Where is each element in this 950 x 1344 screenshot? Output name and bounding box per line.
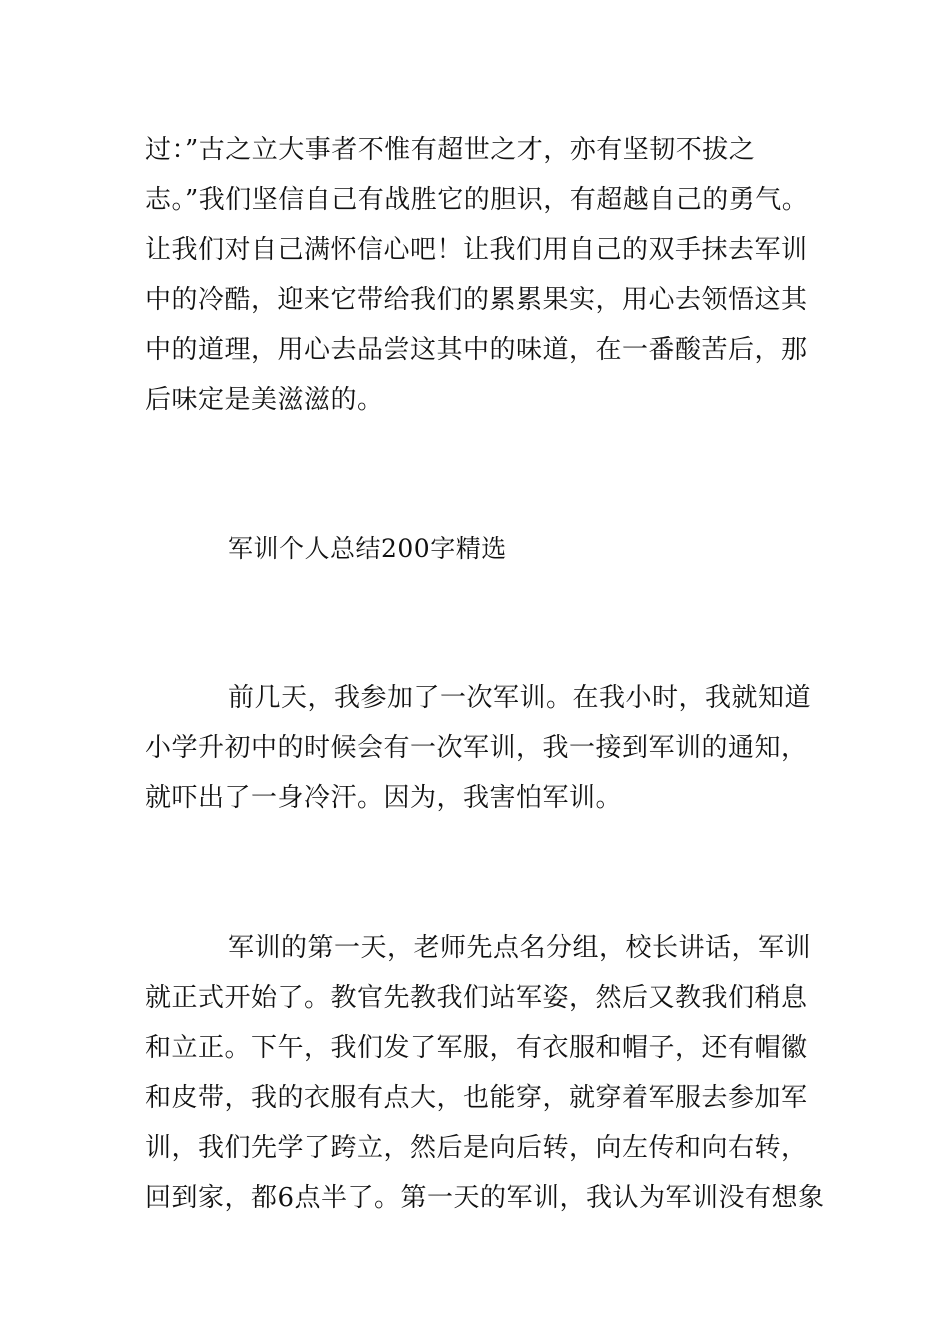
paragraph-line: 就正式开始了。教官先教我们站军姿，然后又教我们稍息 xyxy=(145,983,808,1013)
paragraph-line: 和立正。下午，我们发了军服，有衣服和帽子，还有帽徽 xyxy=(145,1033,808,1063)
paragraph-line: 志。”我们坚信自己有战胜它的胆识，有超越自己的勇气。 xyxy=(145,185,809,215)
paragraph-line: 军训的第一天，老师先点名分组，校长讲话，军训 xyxy=(228,933,812,963)
paragraph-line: 前几天，我参加了一次军训。在我小时，我就知道 xyxy=(228,683,812,713)
paragraph-line: 让我们对自己满怀信心吧！让我们用自己的双手抹去军训 xyxy=(145,235,808,265)
section-heading: 军训个人总结200字精选 xyxy=(228,534,507,563)
paragraph-line: 就吓出了一身冷汗。因为，我害怕军训。 xyxy=(145,783,623,813)
paragraph-line: 小学升初中的时候会有一次军训，我一接到军训的通知， xyxy=(145,733,808,763)
paragraph-line: 后味定是美滋滋的。 xyxy=(145,385,384,415)
paragraph-line: 中的冷酷，迎来它带给我们的累累果实，用心去领悟这其 xyxy=(145,285,808,315)
paragraph-line: 训，我们先学了跨立，然后是向后转，向左传和向右转， xyxy=(145,1133,808,1163)
paragraph-line: 过：”古之立大事者不惟有超世之才，亦有坚韧不拔之 xyxy=(145,135,756,165)
paragraph-line: 中的道理，用心去品尝这其中的味道，在一番酸苦后，那 xyxy=(145,335,808,365)
paragraph-line: 和皮带，我的衣服有点大，也能穿，就穿着军服去参加军 xyxy=(145,1083,808,1113)
paragraph-line: 回到家，都6点半了。第一天的军训，我认为军训没有想象 xyxy=(145,1183,825,1213)
